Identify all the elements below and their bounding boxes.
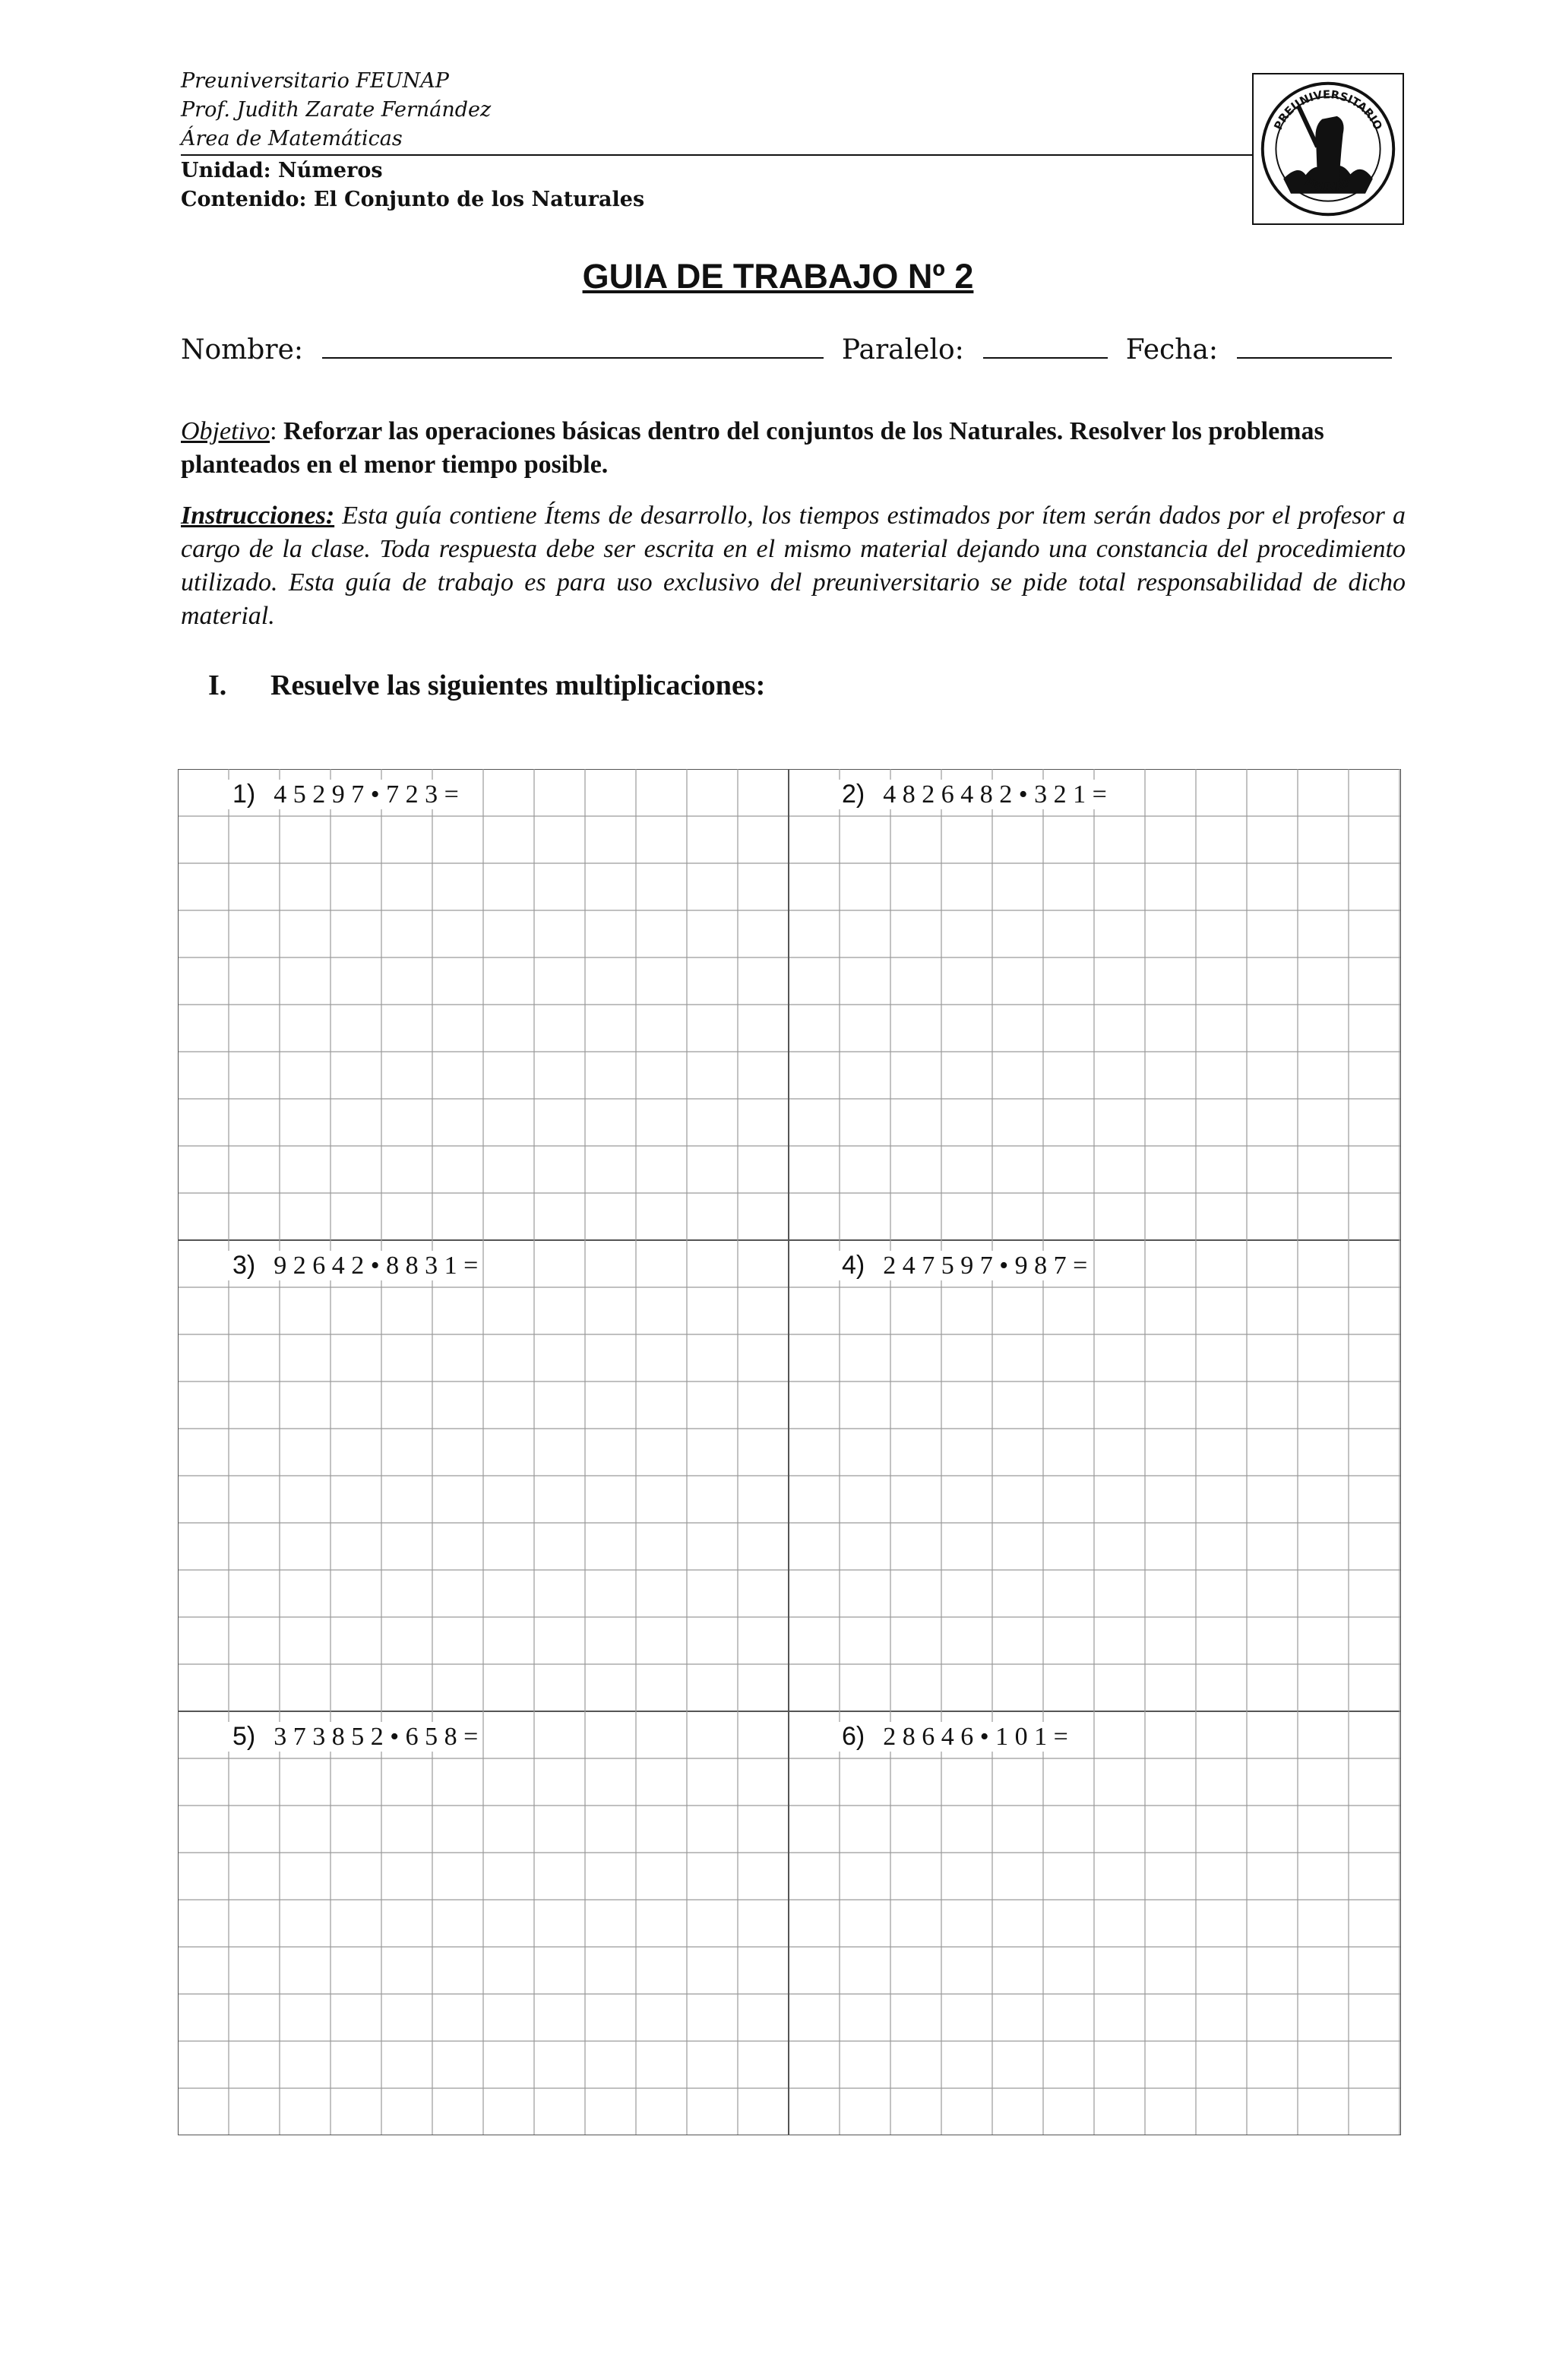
name-label: Nombre: [181, 334, 303, 366]
header-block [181, 67, 644, 214]
problem-expression: 9 2 6 4 2 • 8 8 3 1 = [274, 1252, 479, 1280]
fecha-field[interactable] [1237, 334, 1392, 359]
objective-paragraph: Objetivo: Reforzar las operaciones básicas dentro del conjuntos de los Naturales. Resolver los problemas planteados en el menor tiempo posible. [181, 417, 1324, 479]
student-info-line [181, 334, 1392, 366]
section-number: I. [208, 669, 227, 701]
subject-area: Área de Matemáticas [181, 127, 403, 150]
problem-number: 1) [232, 780, 256, 809]
problem-number: 5) [232, 1722, 256, 1751]
section-title: Resuelve las siguientes multiplicaciones: [270, 669, 766, 701]
problem-1 [228, 780, 463, 809]
fecha-label: Fecha: [1125, 334, 1218, 366]
problem-expression: 2 4 7 5 9 7 • 9 8 7 = [883, 1252, 1088, 1280]
problem-5 [228, 1722, 482, 1752]
objective-text: Reforzar las operaciones básicas dentro del conjuntos de los Naturales. Resolver los problemas planteados en el menor tiempo posible. [181, 417, 1324, 479]
section-heading [208, 669, 765, 702]
logo-top-text: PREUNIVERSITARIO [1271, 88, 1385, 132]
institution-name: Preuniversitario FEUNAP [181, 69, 449, 93]
problem-number: 6) [842, 1722, 865, 1751]
content-label: Contenido: El Conjunto de los Naturales [181, 188, 645, 211]
paralelo-label: Paralelo: [841, 334, 964, 366]
page-title: GUIA DE TRABAJO Nº 2 [582, 257, 974, 296]
instructions-label: Instrucciones: [181, 502, 335, 530]
problem-number: 4) [842, 1251, 865, 1280]
header-divider [181, 154, 1254, 156]
problem-6 [837, 1722, 1073, 1752]
problem-number: 2) [842, 780, 865, 809]
exercise-grid[interactable] [178, 769, 1401, 2135]
problem-4 [837, 1251, 1092, 1280]
name-field[interactable] [322, 334, 824, 359]
logo-bottom-text: FEUNAP [1302, 175, 1354, 195]
problem-number: 3) [232, 1251, 256, 1280]
problem-expression: 4 8 2 6 4 8 2 • 3 2 1 = [883, 780, 1107, 809]
instructions-paragraph [181, 499, 1406, 633]
graph-paper-grid [178, 769, 1401, 2135]
feunap-logo [1252, 73, 1404, 225]
objective-label: Objetivo [181, 417, 270, 445]
problem-expression: 4 5 2 9 7 • 7 2 3 = [274, 780, 459, 809]
instructions-text: Esta guía contiene Ítems de desarrollo, los tiempos estimados por ítem serán dados por el profesor a cargo de la clase. Toda respuesta debe ser escrita en el mismo material dejando una constancia del procedimiento utilizado. Esta guía de trabajo es para uso exclusivo del preuniversitario se pide total responsabilidad de dicho material. [181, 502, 1406, 630]
problem-3 [228, 1251, 482, 1280]
problem-expression: 3 7 3 8 5 2 • 6 5 8 = [274, 1723, 479, 1751]
paralelo-field[interactable] [983, 334, 1108, 359]
teacher-name: Prof. Judith Zarate Fernández [181, 98, 492, 122]
unit-label: Unidad: Números [181, 159, 383, 182]
fist-logo-icon [1254, 74, 1403, 223]
problem-expression: 2 8 6 4 6 • 1 0 1 = [883, 1723, 1068, 1751]
problem-2 [837, 780, 1112, 809]
